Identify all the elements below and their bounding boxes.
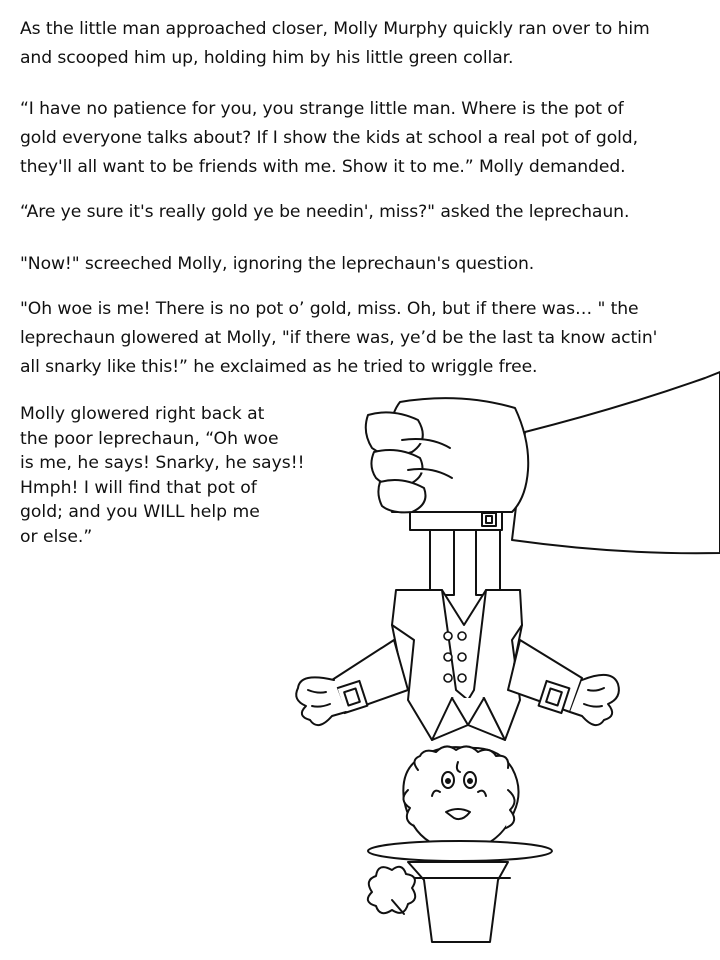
- text-line: "Now!" screeched Molly, ignoring the leprechaun's question.: [20, 254, 535, 274]
- text-line: “Are ye sure it's really gold ye be needin', miss?" asked the leprechaun.: [20, 202, 630, 222]
- shamrock-icon: [368, 867, 415, 914]
- text-line: the poor leprechaun, “Oh woe: [20, 428, 279, 449]
- text-line: and scooped him up, holding him by his little green collar.: [20, 48, 514, 68]
- leprechaun-head: [403, 746, 518, 842]
- text-line: leprechaun glowered at Molly, "if there was, ye’d be the last ta know actin': [20, 328, 658, 348]
- text-line: “I have no patience for you, you strange little man. Where is the pot of: [20, 99, 624, 119]
- text-line: is me, he says! Snarky, he says!!: [20, 453, 305, 473]
- text-line: they'll all want to be friends with me. Show it to me.” Molly demanded.: [20, 157, 626, 177]
- text-line: Molly glowered right back at: [20, 404, 265, 424]
- molly-arm: [512, 372, 720, 553]
- text-line: gold everyone talks about? If I show the kids at school a real pot of gold,: [20, 128, 638, 148]
- molly-fist: [366, 398, 528, 512]
- leprechaun-left-arm: [296, 640, 408, 725]
- text-line: Hmph! I will find that pot of: [20, 477, 257, 498]
- text-line: As the little man approached closer, Molly Murphy quickly ran over to him: [20, 19, 650, 39]
- text-line: all snarky like this!” he exclaimed as he tried to wriggle free.: [20, 357, 538, 377]
- text-line: "Oh woe is me! There is no pot o’ gold, miss. Oh, but if there was… " the: [20, 299, 639, 319]
- text-line: gold; and you WILL help me: [20, 502, 260, 522]
- leprechaun-right-arm: [508, 640, 619, 725]
- text-line: or else.”: [20, 526, 93, 547]
